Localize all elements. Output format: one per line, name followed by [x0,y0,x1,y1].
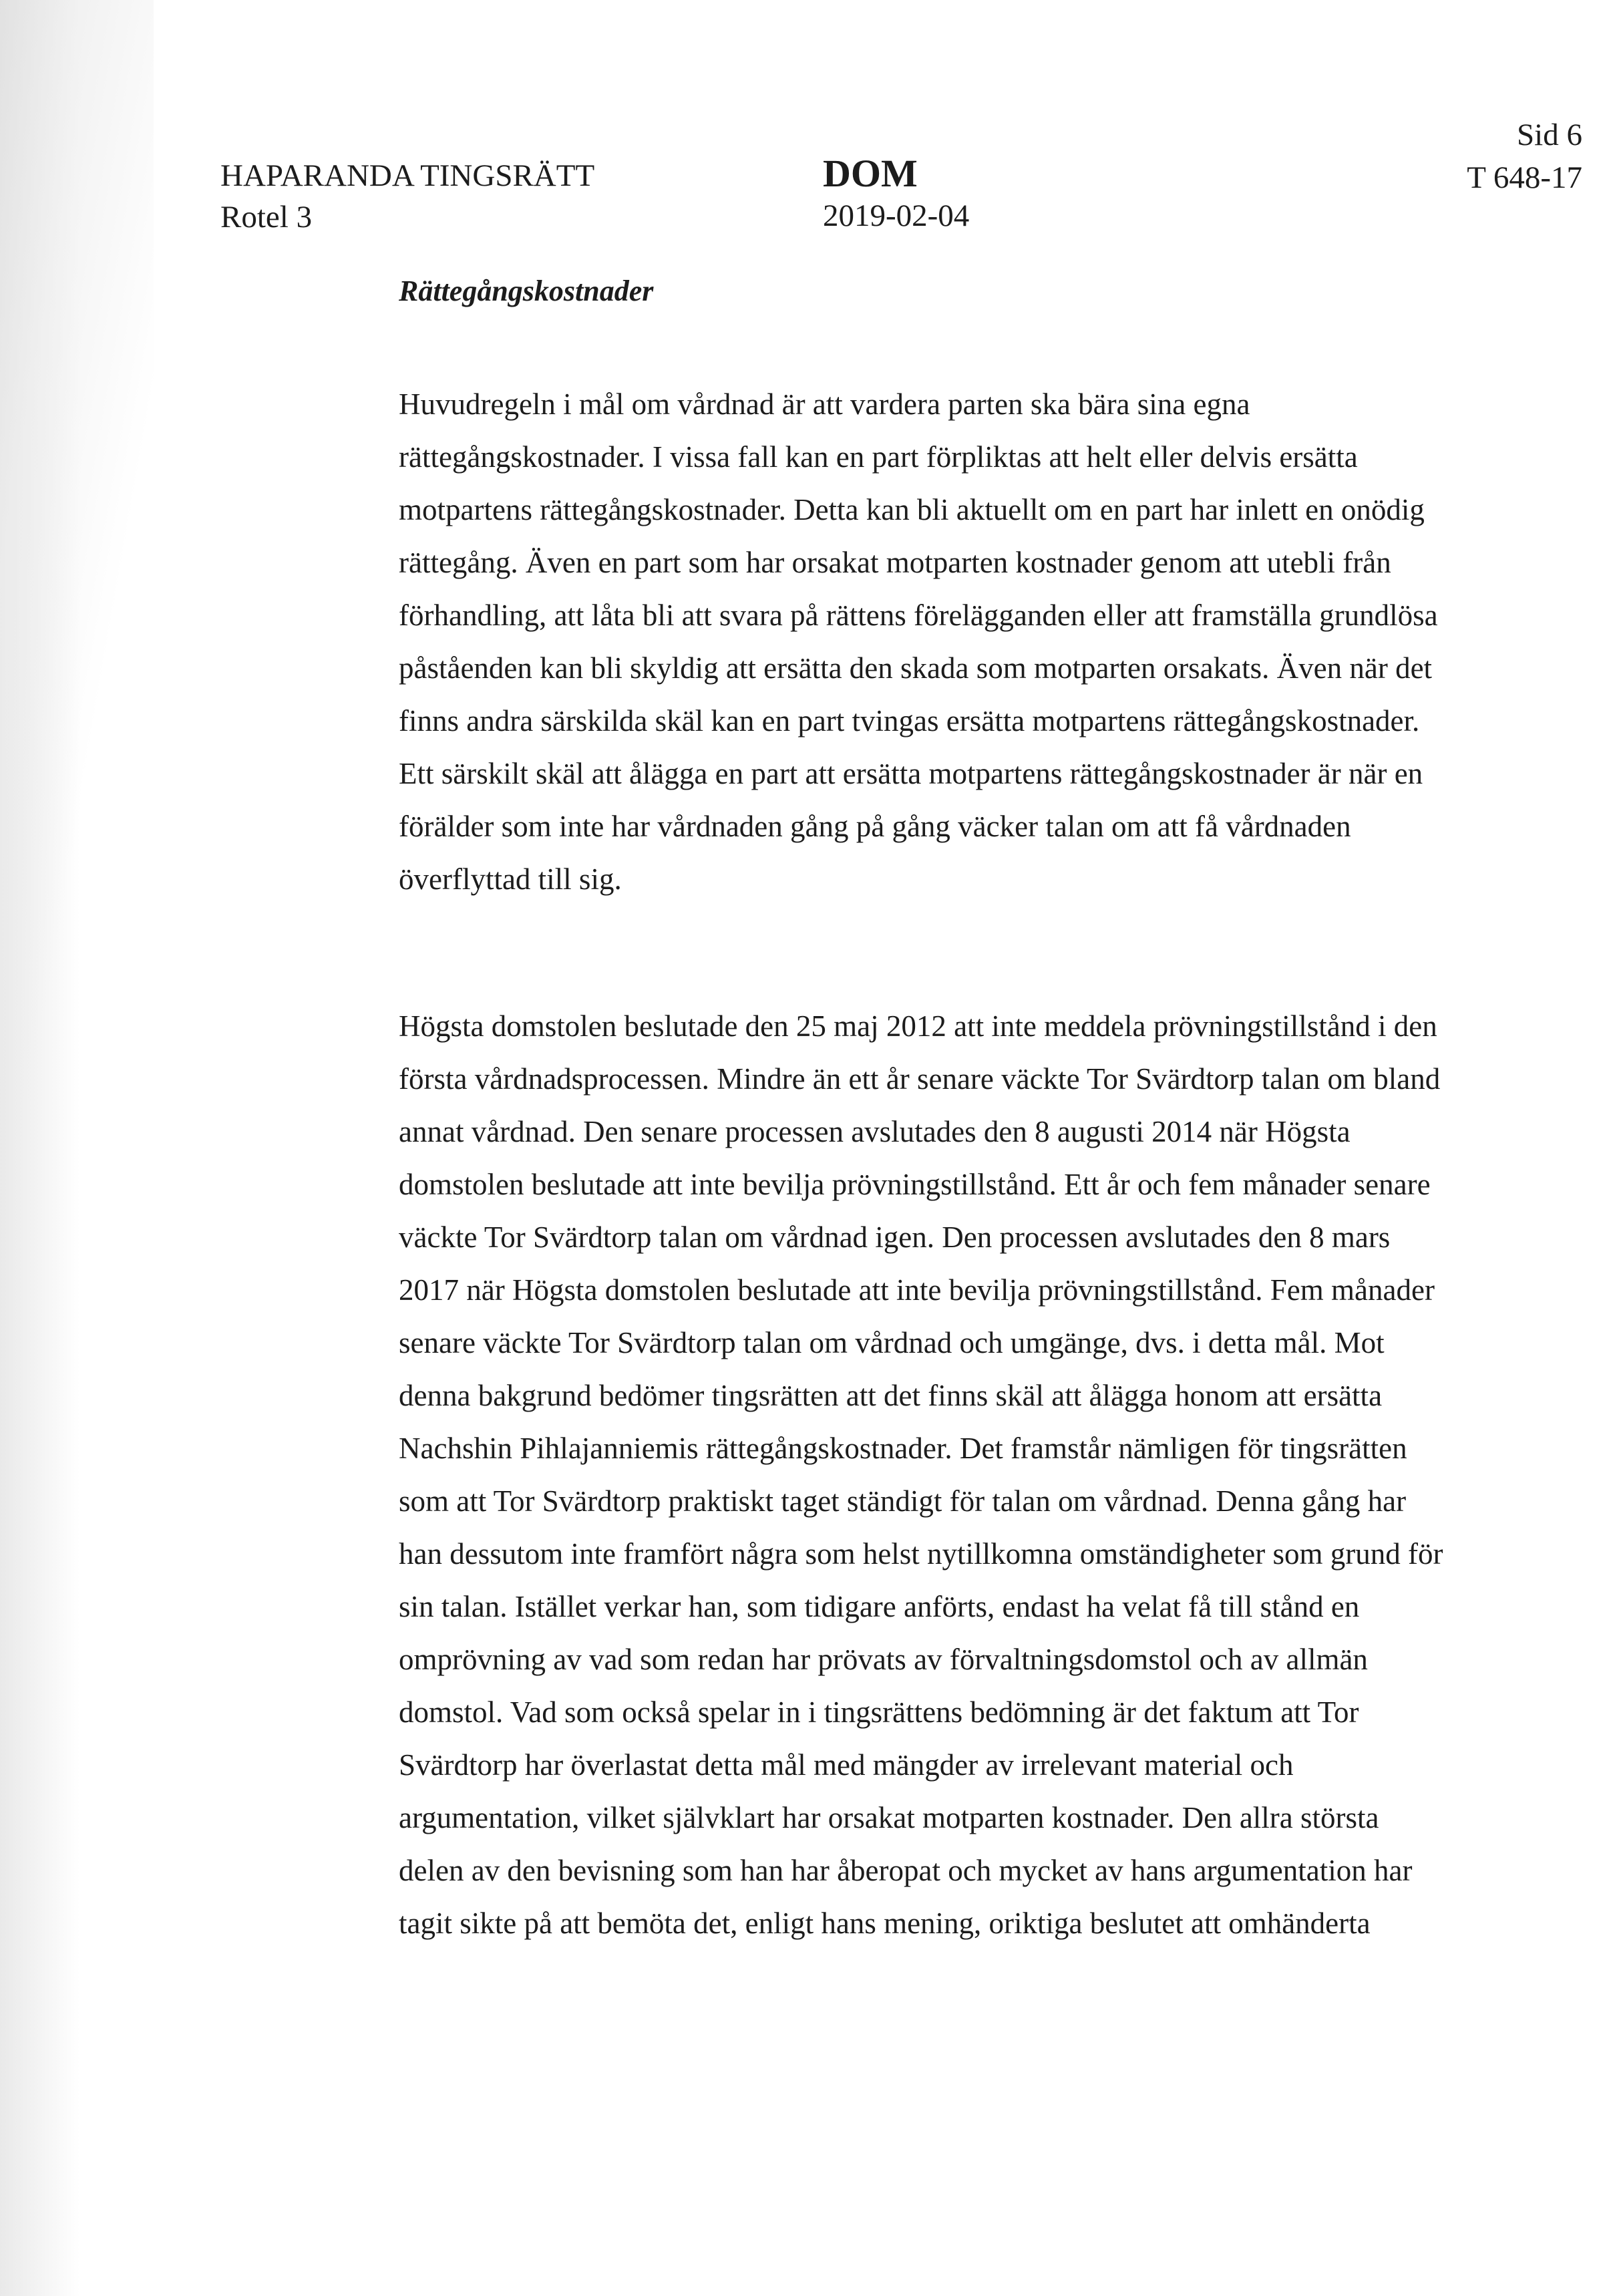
text-line: väckte Tor Svärdtorp talan om vårdnad igen. Den processen avslutades den 8 mars [399,1220,1391,1254]
text-line: Ett särskilt skäl att ålägga en part att ersätta motpartens rättegångskostnader är när en [399,757,1423,790]
text-line: överflyttad till sig. [399,862,622,896]
text-line: förhandling, att låta bli att svara på rättens förelägganden eller att framställa grundlösa [399,599,1438,632]
case-number: T 648-17 [1467,160,1582,195]
text-line: senare väckte Tor Svärdtorp talan om vårdnad och umgänge, dvs. i detta mål. Mot [399,1326,1385,1359]
page-number: Sid 6 [1517,118,1582,152]
document-date: 2019-02-04 [823,198,970,233]
text-line: Nachshin Pihlajanniemis rättegångskostnader. Det framstår nämligen för tingsrätten [399,1432,1407,1465]
text-line: tagit sikte på att bemöta det, enligt hans mening, oriktiga beslutet att omhänderta [399,1907,1371,1940]
header-court-block [220,155,594,238]
header-document-block [823,152,969,236]
document-type: DOM [823,152,918,195]
text-line: argumentation, vilket självklart har orsakat motparten kostnader. Den allra största [399,1801,1379,1834]
text-line: sin talan. Istället verkar han, som tidigare anförts, endast ha velat få till stånd en [399,1590,1360,1623]
text-line: han dessutom inte framfört några som helst nytillkomna omständigheter som grund för [399,1537,1443,1571]
text-line: påståenden kan bli skyldig att ersätta den skada som motparten orsakats. Även när det [399,651,1433,685]
text-line: omprövning av vad som redan har prövats av förvaltningsdomstol och av allmän [399,1643,1368,1676]
paragraph-1 [399,378,1507,906]
paragraph-2 [399,1000,1507,1950]
text-line: delen av den bevisning som han har åberopat och mycket av hans argumentation har [399,1854,1413,1887]
text-line: rättegångskostnader. I vissa fall kan en part förpliktas att helt eller delvis ersätta [399,440,1358,474]
text-line: förälder som inte har vårdnaden gång på gång väcker talan om att få vårdnaden [399,810,1351,843]
text-line: Svärdtorp har överlastat detta mål med mängder av irrelevant material och [399,1748,1294,1782]
text-line: Huvudregeln i mål om vårdnad är att vardera parten ska bära sina egna [399,387,1250,421]
division-label: Rotel 3 [220,200,313,234]
court-name: HAPARANDA TINGSRÄTT [220,158,595,193]
text-line: annat vårdnad. Den senare processen avslutades den 8 augusti 2014 när Högsta [399,1115,1351,1148]
text-line: domstolen beslutade att inte bevilja prövningstillstånd. Ett år och fem månader senare [399,1168,1431,1201]
text-line: denna bakgrund bedömer tingsrätten att det finns skäl att ålägga honom att ersätta [399,1379,1383,1412]
text-line: som att Tor Svärdtorp praktiskt taget ständigt för talan om vårdnad. Denna gång har [399,1484,1407,1518]
text-line: rättegång. Även en part som har orsakat motparten kostnader genom att utebli från [399,546,1391,579]
header-reference-block [1467,114,1582,199]
text-line: finns andra särskilda skäl kan en part tvingas ersätta motpartens rättegångskostnader. [399,704,1420,737]
text-line: motpartens rättegångskostnader. Detta kan bli aktuellt om en part har inlett en onödig [399,493,1425,526]
section-heading: Rättegångskostnader [399,275,654,307]
text-line: domstol. Vad som också spelar in i tingsrättens bedömning är det faktum att Tor [399,1695,1359,1729]
text-line: 2017 när Högsta domstolen beslutade att inte bevilja prövningstillstånd. Fem månader [399,1273,1435,1307]
scan-edge [0,0,154,2296]
text-line: första vårdnadsprocessen. Mindre än ett år senare väckte Tor Svärdtorp talan om bland [399,1062,1441,1096]
text-line: Högsta domstolen beslutade den 25 maj 2012 att inte meddela prövningstillstånd i den [399,1009,1437,1043]
